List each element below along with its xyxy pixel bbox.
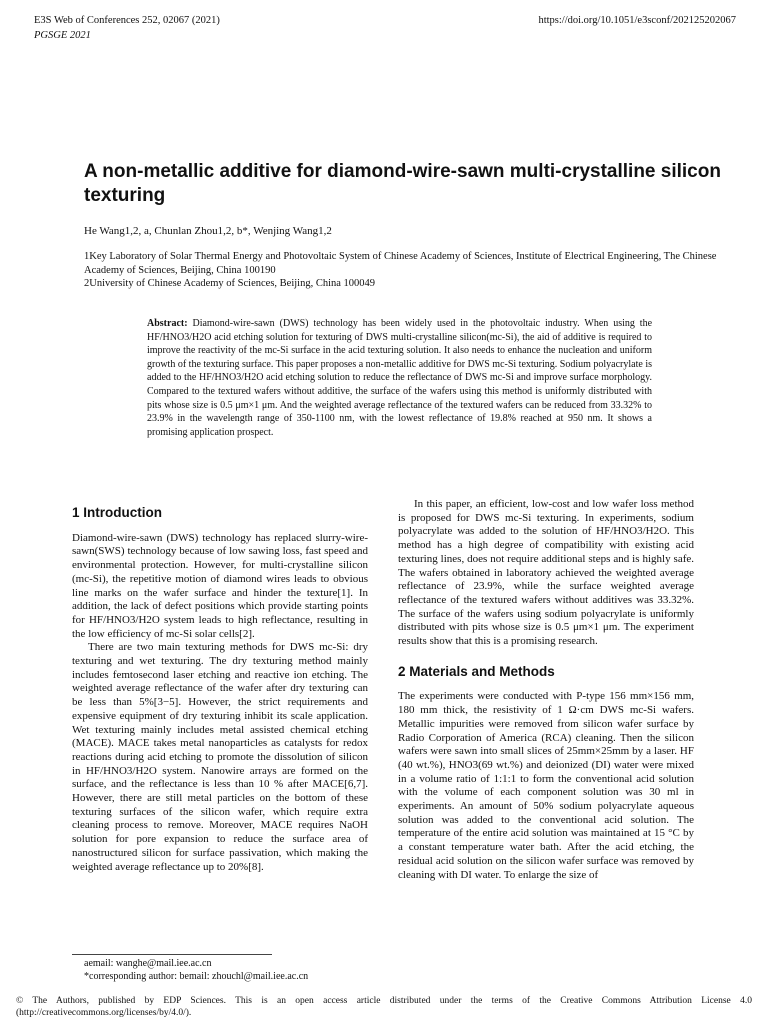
section-heading-methods: 2 Materials and Methods: [398, 663, 555, 679]
journal-citation: E3S Web of Conferences 252, 02067 (2021): [34, 15, 220, 26]
license-notice: © The Authors, published by EDP Sciences. This is an open access article distributed under the terms of the Creative Commons Attribution License 4.0 (http://creativecommons.org/licenses/by/4.0/).: [16, 996, 752, 1018]
affiliation-1: 1Key Laboratory of Solar Thermal Energy and Photovoltaic System of Chinese Academy of Sciences, Institute of Electrical Engineering, The Chinese Academy of Sciences, Beijing, China 100190: [84, 251, 717, 276]
section-heading-introduction: 1 Introduction: [72, 505, 162, 520]
abstract: [147, 317, 652, 439]
footnote-rule: [72, 954, 272, 955]
abstract-text: Diamond-wire-sawn (DWS) technology has been widely used in the photovoltaic industry. When using the HF/HNO3/H2O acid etching solution for texturing of DWS multi-crystalline silicon(mc-Si), the aid of additive is required to improve the reactivity of the mc-Si surface in the acid texturing solution. It also needs to enhance the nucleation and uniform growth of the texturing surface. This paper proposes a non-metallic additive for DWS mc-Si texturing. Sodium polyacrylate is added to the HF/HNO3/H2O acid etching solution to reduce the reflectance of DWS mc-Si and improve surface morphology. Compared to the textured wafers without additive, the surface of the wafers using this method is uniformly distributed with pits whose size is 0.5 μm×1 μm. And the weighted average reflectance of the textured wafers can be reduced from 33.32% to 23.9% in the wavelength range of 350-1100 nm, with the lowest reflectance of 19.8% reached at 950 nm. It shows a promising application prospect.: [147, 318, 653, 438]
affiliations: [84, 250, 724, 291]
author-list: He Wang1,2, a, Chunlan Zhou1,2, b*, Wenjing Wang1,2: [84, 225, 332, 237]
affiliation-2: 2University of Chinese Academy of Sciences, Beijing, China 100049: [84, 278, 376, 289]
right-paragraph-1: In this paper, an efficient, low-cost and low wafer loss method is proposed for DWS mc-Si texturing. In experiments, sodium polyacrylate was added to the solution of HF/HNO3/H2O. This method has a high degree of compatibility with existing acid texturing lines, does not require additional steps and is highly safe. The wafers obtained in laboratory achieved the weighted average reflectance of 23.9%, while the surface weighted average reflectance of the textured wafers without additives was 33.32%. The surface of the wafers using sodium polyacrylate is uniformly distributed with pits whose size is 0.5 μm×1 μm. The experiment results show that this is a promising research.: [398, 498, 694, 648]
footnote-corresponding: *corresponding author: bemail: zhouchl@mail.iee.ac.cn: [84, 971, 309, 982]
left-column: [72, 498, 368, 874]
intro-paragraph-1: Diamond-wire-sawn (DWS) technology has replaced slurry-wire-sawn(SWS) technology because of low sawing loss, fast speed and environmental protection. However, for multi-crystalline silicon (mc-Si), the repetitive motion of diamond wires leads to obvious line marks on the wafer surface and hinder the texture[1]. In addition, the lack of defect positions which provide starting points for HF/HNO3/H2O system leads to high reflectance, resulting in the low efficiency of mc-Si solar cells[2].: [72, 531, 368, 640]
doi-link[interactable]: https://doi.org/10.1051/e3sconf/202125202067: [538, 15, 736, 26]
methods-paragraph-1: The experiments were conducted with P-type 156 mm×156 mm, 180 mm thick, the resistivity of 1 Ω·cm DWS mc-Si wafers. Metallic impurities were removed from silicon wafer surface by Radio Corporation of America (RCA) cleaning. Then the silicon wafers were sawn into small slices of 25mm×25mm by a laser. HF (40 wt.%), HNO3(69 wt.%) and deionized (DI) water were mixed in a volume ratio of 1:1:1 to form the conventional acid solution with the volume of each component solution was 30 ml in experiments. An amount of 50% sodium polyacrylate aqueous solution was added to the conventional acid solution. The temperature of the entire acid solution was maintained at 15 °C by a constant temperature water bath. After the acid etching, the residual acid solution on the silicon wafer surface was removed by cleaning with DI water. To enlarge the size of: [398, 690, 694, 881]
intro-paragraph-2: There are two main texturing methods for DWS mc-Si: dry texturing and wet texturing. The dry texturing method mainly includes femtosecond laser etching and reactive ion etching. The weighted average reflectance of the wafer after dry texturing can be less than 5%[3−5]. However, the strict requirements and expensive equipment of dry texturing inhibit its scale application. Wet texturing mainly includes metal assisted chemical etching (MACE). MACE takes metal nanoparticles as catalysts for redox reactions during acid etching to promote the dissolution of silicon in HF/HNO3/H2O system. Nanowire arrays are formed on the surface, and the reflectance is less than 10 % after MACE[6,7]. However, there are still metal particles on the bottom of these texturing surfaces of the silicon wafer, which require extra cleaning process to remove. Moreover, MACE requires NaOH solution for pore expansion to reduce the surface area of nanostructured silicon for surface passivation, which making the weighted average reflectance up to 20%[8].: [72, 641, 368, 873]
paper-title: A non-metallic additive for diamond-wire-sawn multi-crystalline silicon texturing: [84, 161, 721, 206]
right-column: [398, 498, 694, 882]
conference-name: PGSGE 2021: [34, 30, 91, 41]
abstract-label: Abstract:: [147, 318, 188, 329]
footnote-email-a: aemail: wanghe@mail.iee.ac.cn: [84, 958, 212, 969]
